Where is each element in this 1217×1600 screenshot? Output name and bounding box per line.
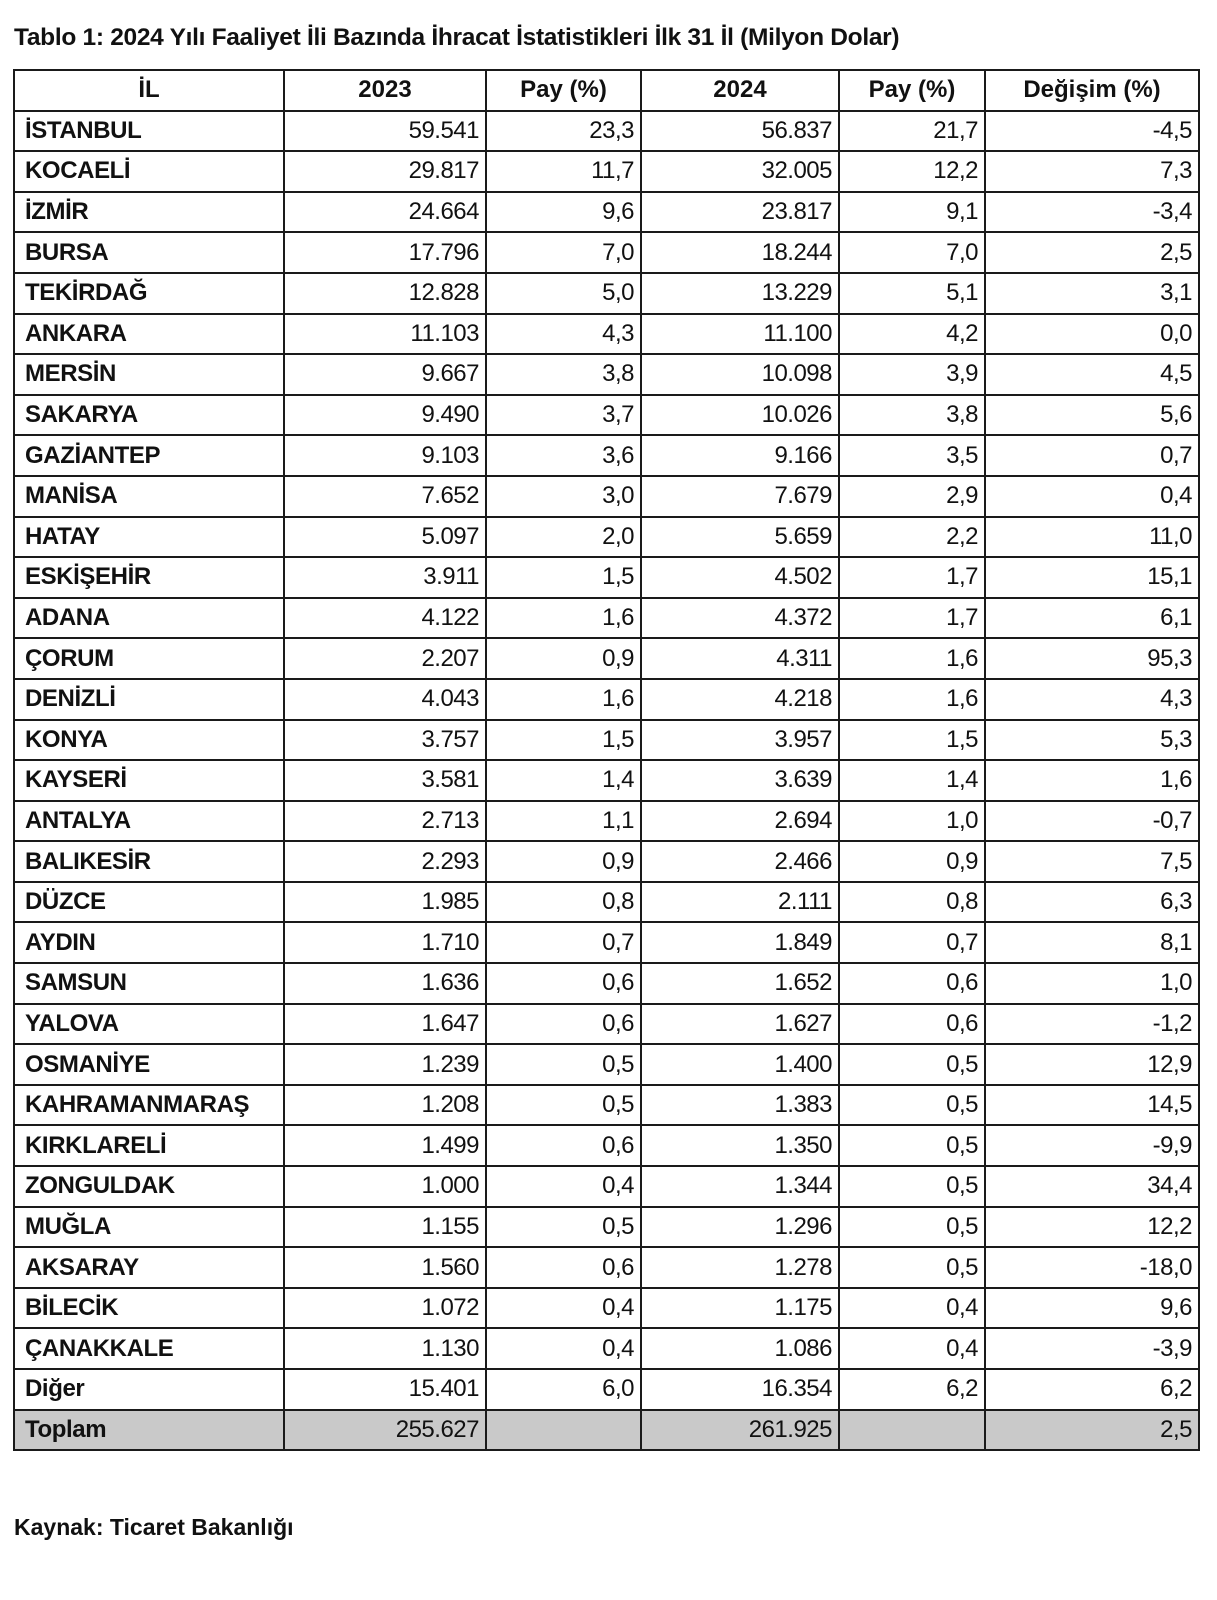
value-2023-cell: 2.293 (284, 841, 486, 882)
il-cell: İZMİR (14, 192, 284, 233)
degisim-cell: 95,3 (985, 638, 1199, 679)
pay-2024-cell: 3,5 (839, 435, 985, 476)
degisim-cell: 0,0 (985, 314, 1199, 355)
value-2024-cell: 11.100 (641, 314, 839, 355)
table-row (14, 1207, 1199, 1248)
pay-2024-cell: 2,9 (839, 476, 985, 517)
header-degisim: Değişim (%) (985, 70, 1199, 111)
value-2023-cell: 4.043 (284, 679, 486, 720)
table-row (14, 841, 1199, 882)
table-row (14, 476, 1199, 517)
il-cell: AYDIN (14, 922, 284, 963)
pay-2023-cell: 3,7 (486, 395, 641, 436)
il-cell: ÇORUM (14, 638, 284, 679)
pay-2023-cell: 0,5 (486, 1085, 641, 1126)
value-2024-cell: 2.466 (641, 841, 839, 882)
value-2023-cell: 1.208 (284, 1085, 486, 1126)
degisim-cell: 34,4 (985, 1166, 1199, 1207)
il-cell: HATAY (14, 517, 284, 558)
value-2023-cell: 1.155 (284, 1207, 486, 1248)
value-2023-cell: 3.911 (284, 557, 486, 598)
table-row (14, 354, 1199, 395)
value-2023-cell: 1.710 (284, 922, 486, 963)
pay-2024-cell: 1,0 (839, 801, 985, 842)
pay-2024-cell: 0,6 (839, 1004, 985, 1045)
degisim-cell: 14,5 (985, 1085, 1199, 1126)
pay-2024-cell: 12,2 (839, 151, 985, 192)
table-row (14, 314, 1199, 355)
pay-2024-cell: 0,5 (839, 1044, 985, 1085)
degisim-cell: -3,4 (985, 192, 1199, 233)
pay-2024-cell: 21,7 (839, 111, 985, 152)
value-2024-cell: 5.659 (641, 517, 839, 558)
table-row (14, 963, 1199, 1004)
pay-2024-cell: 0,4 (839, 1328, 985, 1369)
value-2023-cell: 7.652 (284, 476, 486, 517)
il-cell: BİLECİK (14, 1288, 284, 1329)
table-row (14, 151, 1199, 192)
value-2023-cell: 1.239 (284, 1044, 486, 1085)
pay-2024-cell: 0,5 (839, 1166, 985, 1207)
total-2023: 255.627 (284, 1410, 486, 1451)
degisim-cell: 6,3 (985, 882, 1199, 923)
value-2023-cell: 2.207 (284, 638, 486, 679)
value-2024-cell: 3.957 (641, 720, 839, 761)
value-2024-cell: 2.694 (641, 801, 839, 842)
table-row (14, 598, 1199, 639)
il-cell: KOCAELİ (14, 151, 284, 192)
value-2023-cell: 11.103 (284, 314, 486, 355)
table-row (14, 517, 1199, 558)
degisim-cell: 5,6 (985, 395, 1199, 436)
pay-2023-cell: 0,9 (486, 638, 641, 679)
il-cell: KONYA (14, 720, 284, 761)
value-2023-cell: 4.122 (284, 598, 486, 639)
table-row (14, 760, 1199, 801)
pay-2024-cell: 3,9 (839, 354, 985, 395)
value-2023-cell: 1.985 (284, 882, 486, 923)
table-row (14, 1004, 1199, 1045)
table-row (14, 1044, 1199, 1085)
total-2024: 261.925 (641, 1410, 839, 1451)
degisim-cell: 4,5 (985, 354, 1199, 395)
value-2024-cell: 18.244 (641, 232, 839, 273)
pay-2023-cell: 7,0 (486, 232, 641, 273)
pay-2023-cell: 4,3 (486, 314, 641, 355)
table-row (14, 1166, 1199, 1207)
table-row (14, 111, 1199, 152)
table-row (14, 1125, 1199, 1166)
pay-2023-cell: 0,6 (486, 1125, 641, 1166)
degisim-cell: 2,5 (985, 232, 1199, 273)
table-row (14, 1328, 1199, 1369)
il-cell: DÜZCE (14, 882, 284, 923)
source-note: Kaynak: Ticaret Bakanlığı (14, 1514, 294, 1540)
il-cell: ESKİŞEHİR (14, 557, 284, 598)
value-2023-cell: 1.636 (284, 963, 486, 1004)
value-2023-cell: 3.581 (284, 760, 486, 801)
total-label: Toplam (14, 1410, 284, 1451)
pay-2023-cell: 5,0 (486, 273, 641, 314)
degisim-cell: 4,3 (985, 679, 1199, 720)
degisim-cell: 6,2 (985, 1369, 1199, 1410)
header-pay-2023: Pay (%) (486, 70, 641, 111)
il-cell: MUĞLA (14, 1207, 284, 1248)
il-cell: ANKARA (14, 314, 284, 355)
pay-2023-cell: 9,6 (486, 192, 641, 233)
pay-2024-cell: 6,2 (839, 1369, 985, 1410)
degisim-cell: 7,5 (985, 841, 1199, 882)
value-2023-cell: 17.796 (284, 232, 486, 273)
il-cell: ADANA (14, 598, 284, 639)
il-cell: İSTANBUL (14, 111, 284, 152)
il-cell: GAZİANTEP (14, 435, 284, 476)
pay-2023-cell: 3,0 (486, 476, 641, 517)
degisim-cell: -1,2 (985, 1004, 1199, 1045)
header-row (14, 70, 1199, 111)
pay-2024-cell: 1,6 (839, 679, 985, 720)
value-2024-cell: 1.350 (641, 1125, 839, 1166)
pay-2023-cell: 3,6 (486, 435, 641, 476)
table-row (14, 922, 1199, 963)
value-2024-cell: 10.098 (641, 354, 839, 395)
degisim-cell: 0,4 (985, 476, 1199, 517)
table-row (14, 1288, 1199, 1329)
il-cell: KIRKLARELİ (14, 1125, 284, 1166)
table-row (14, 395, 1199, 436)
il-cell: AKSARAY (14, 1247, 284, 1288)
il-cell: DENİZLİ (14, 679, 284, 720)
pay-2023-cell: 11,7 (486, 151, 641, 192)
pay-2023-cell: 0,5 (486, 1207, 641, 1248)
value-2024-cell: 4.311 (641, 638, 839, 679)
pay-2024-cell: 0,5 (839, 1125, 985, 1166)
il-cell: Diğer (14, 1369, 284, 1410)
value-2024-cell: 1.086 (641, 1328, 839, 1369)
table-row (14, 192, 1199, 233)
table-row (14, 557, 1199, 598)
pay-2023-cell: 0,4 (486, 1288, 641, 1329)
pay-2024-cell: 1,7 (839, 557, 985, 598)
degisim-cell: 15,1 (985, 557, 1199, 598)
value-2024-cell: 1.627 (641, 1004, 839, 1045)
degisim-cell: 8,1 (985, 922, 1199, 963)
value-2024-cell: 1.296 (641, 1207, 839, 1248)
pay-2023-cell: 1,5 (486, 557, 641, 598)
pay-2024-cell: 7,0 (839, 232, 985, 273)
total-pay-2023 (486, 1410, 641, 1451)
pay-2023-cell: 1,5 (486, 720, 641, 761)
header-pay-2024: Pay (%) (839, 70, 985, 111)
degisim-cell: 7,3 (985, 151, 1199, 192)
pay-2023-cell: 0,8 (486, 882, 641, 923)
pay-2023-cell: 1,4 (486, 760, 641, 801)
pay-2023-cell: 0,4 (486, 1328, 641, 1369)
table-row (14, 435, 1199, 476)
table-row (14, 679, 1199, 720)
pay-2023-cell: 1,1 (486, 801, 641, 842)
degisim-cell: 9,6 (985, 1288, 1199, 1329)
header-2024: 2024 (641, 70, 839, 111)
il-cell: SAKARYA (14, 395, 284, 436)
degisim-cell: 12,2 (985, 1207, 1199, 1248)
pay-2024-cell: 2,2 (839, 517, 985, 558)
value-2024-cell: 3.639 (641, 760, 839, 801)
value-2024-cell: 1.400 (641, 1044, 839, 1085)
value-2024-cell: 10.026 (641, 395, 839, 436)
table-row (14, 1085, 1199, 1126)
table-row (14, 638, 1199, 679)
il-cell: SAMSUN (14, 963, 284, 1004)
il-cell: TEKİRDAĞ (14, 273, 284, 314)
value-2023-cell: 1.072 (284, 1288, 486, 1329)
table-row (14, 882, 1199, 923)
total-row (14, 1410, 1199, 1451)
pay-2023-cell: 2,0 (486, 517, 641, 558)
degisim-cell: -18,0 (985, 1247, 1199, 1288)
header-il: İL (14, 70, 284, 111)
export-stats-table (13, 69, 1200, 1451)
pay-2024-cell: 0,6 (839, 963, 985, 1004)
degisim-cell: -9,9 (985, 1125, 1199, 1166)
value-2024-cell: 1.383 (641, 1085, 839, 1126)
il-cell: OSMANİYE (14, 1044, 284, 1085)
pay-2023-cell: 3,8 (486, 354, 641, 395)
pay-2024-cell: 1,6 (839, 638, 985, 679)
il-cell: KAYSERİ (14, 760, 284, 801)
value-2023-cell: 9.103 (284, 435, 486, 476)
value-2024-cell: 23.817 (641, 192, 839, 233)
table-row (14, 232, 1199, 273)
value-2024-cell: 32.005 (641, 151, 839, 192)
pay-2024-cell: 3,8 (839, 395, 985, 436)
degisim-cell: 1,0 (985, 963, 1199, 1004)
value-2024-cell: 16.354 (641, 1369, 839, 1410)
pay-2024-cell: 9,1 (839, 192, 985, 233)
value-2024-cell: 1.849 (641, 922, 839, 963)
pay-2023-cell: 0,6 (486, 963, 641, 1004)
pay-2023-cell: 23,3 (486, 111, 641, 152)
il-cell: BURSA (14, 232, 284, 273)
value-2024-cell: 56.837 (641, 111, 839, 152)
value-2023-cell: 1.560 (284, 1247, 486, 1288)
value-2023-cell: 15.401 (284, 1369, 486, 1410)
degisim-cell: -0,7 (985, 801, 1199, 842)
pay-2024-cell: 1,4 (839, 760, 985, 801)
value-2023-cell: 24.664 (284, 192, 486, 233)
value-2024-cell: 1.652 (641, 963, 839, 1004)
degisim-cell: 1,6 (985, 760, 1199, 801)
value-2024-cell: 1.175 (641, 1288, 839, 1329)
value-2023-cell: 1.000 (284, 1166, 486, 1207)
degisim-cell: 6,1 (985, 598, 1199, 639)
il-cell: MANİSA (14, 476, 284, 517)
pay-2023-cell: 1,6 (486, 598, 641, 639)
pay-2023-cell: 0,7 (486, 922, 641, 963)
pay-2023-cell: 0,6 (486, 1247, 641, 1288)
table-row (14, 1247, 1199, 1288)
pay-2024-cell: 1,7 (839, 598, 985, 639)
degisim-cell: -4,5 (985, 111, 1199, 152)
pay-2023-cell: 0,4 (486, 1166, 641, 1207)
pay-2024-cell: 0,8 (839, 882, 985, 923)
table-row (14, 720, 1199, 761)
pay-2024-cell: 0,7 (839, 922, 985, 963)
value-2023-cell: 1.647 (284, 1004, 486, 1045)
pay-2023-cell: 1,6 (486, 679, 641, 720)
value-2024-cell: 13.229 (641, 273, 839, 314)
value-2023-cell: 3.757 (284, 720, 486, 761)
value-2024-cell: 1.278 (641, 1247, 839, 1288)
value-2024-cell: 4.218 (641, 679, 839, 720)
pay-2024-cell: 4,2 (839, 314, 985, 355)
pay-2023-cell: 0,5 (486, 1044, 641, 1085)
degisim-cell: 5,3 (985, 720, 1199, 761)
pay-2024-cell: 0,4 (839, 1288, 985, 1329)
pay-2024-cell: 0,9 (839, 841, 985, 882)
table-row (14, 801, 1199, 842)
pay-2024-cell: 0,5 (839, 1247, 985, 1288)
degisim-cell: 3,1 (985, 273, 1199, 314)
value-2024-cell: 9.166 (641, 435, 839, 476)
total-degisim: 2,5 (985, 1410, 1199, 1451)
il-cell: KAHRAMANMARAŞ (14, 1085, 284, 1126)
value-2023-cell: 9.667 (284, 354, 486, 395)
degisim-cell: 0,7 (985, 435, 1199, 476)
il-cell: YALOVA (14, 1004, 284, 1045)
pay-2024-cell: 5,1 (839, 273, 985, 314)
value-2023-cell: 1.499 (284, 1125, 486, 1166)
il-cell: MERSİN (14, 354, 284, 395)
il-cell: ANTALYA (14, 801, 284, 842)
value-2024-cell: 4.372 (641, 598, 839, 639)
value-2024-cell: 2.111 (641, 882, 839, 923)
degisim-cell: 11,0 (985, 517, 1199, 558)
value-2024-cell: 1.344 (641, 1166, 839, 1207)
total-pay-2024 (839, 1410, 985, 1451)
il-cell: ZONGULDAK (14, 1166, 284, 1207)
value-2023-cell: 29.817 (284, 151, 486, 192)
table-row (14, 273, 1199, 314)
il-cell: BALIKESİR (14, 841, 284, 882)
pay-2024-cell: 0,5 (839, 1207, 985, 1248)
degisim-cell: -3,9 (985, 1328, 1199, 1369)
value-2023-cell: 59.541 (284, 111, 486, 152)
pay-2024-cell: 0,5 (839, 1085, 985, 1126)
value-2023-cell: 5.097 (284, 517, 486, 558)
table-title: Tablo 1: 2024 Yılı Faaliyet İli Bazında İhracat İstatistikleri İlk 31 İl (Milyon Dolar) (14, 24, 900, 51)
table-row (14, 1369, 1199, 1410)
pay-2024-cell: 1,5 (839, 720, 985, 761)
header-2023: 2023 (284, 70, 486, 111)
value-2023-cell: 9.490 (284, 395, 486, 436)
degisim-cell: 12,9 (985, 1044, 1199, 1085)
value-2024-cell: 7.679 (641, 476, 839, 517)
il-cell: ÇANAKKALE (14, 1328, 284, 1369)
value-2023-cell: 1.130 (284, 1328, 486, 1369)
value-2023-cell: 12.828 (284, 273, 486, 314)
value-2024-cell: 4.502 (641, 557, 839, 598)
pay-2023-cell: 0,6 (486, 1004, 641, 1045)
value-2023-cell: 2.713 (284, 801, 486, 842)
pay-2023-cell: 6,0 (486, 1369, 641, 1410)
pay-2023-cell: 0,9 (486, 841, 641, 882)
